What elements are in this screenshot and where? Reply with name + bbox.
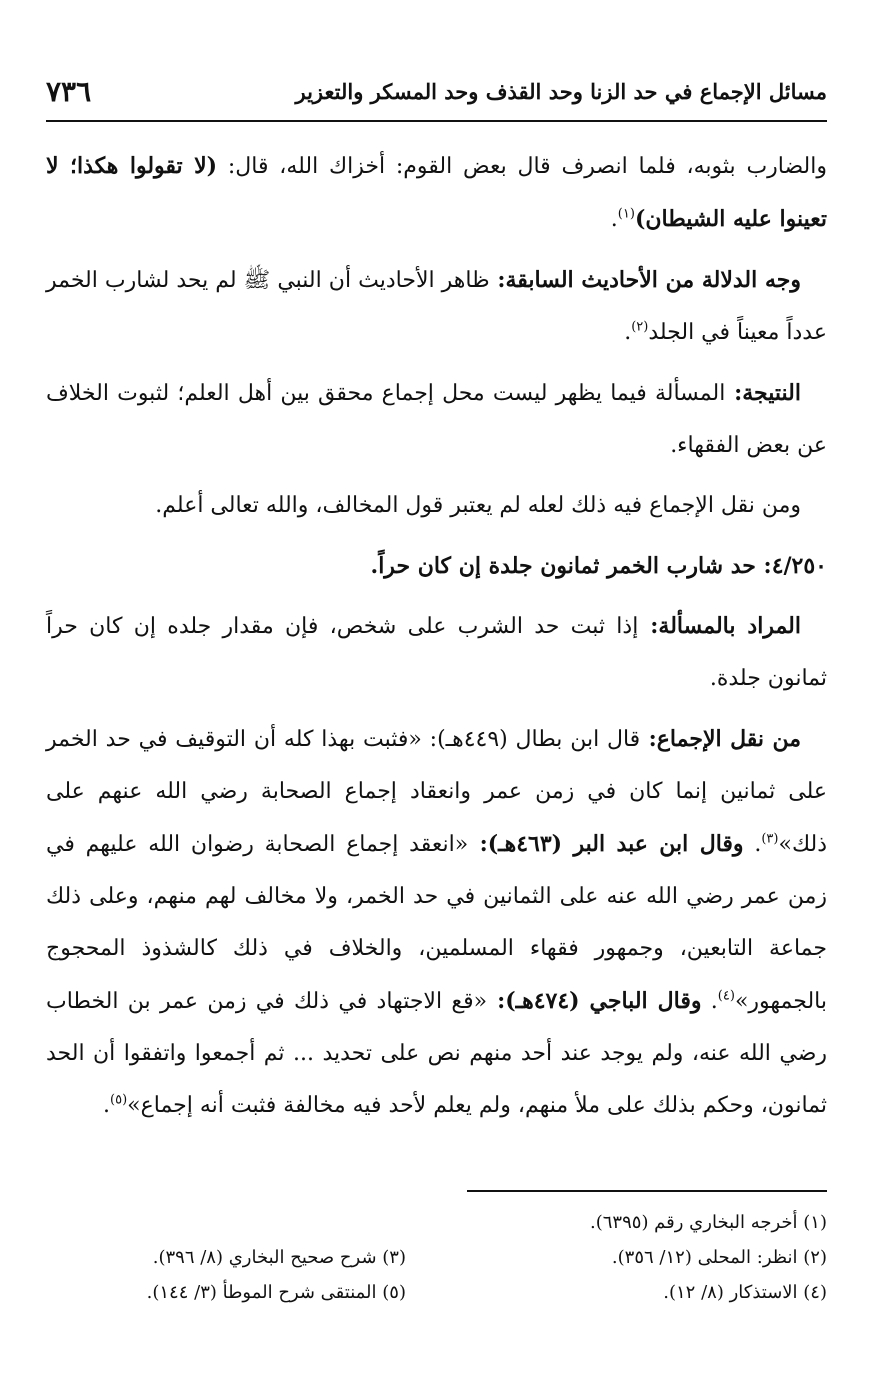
- paragraph-meaning: [46, 600, 827, 705]
- footnote-1: (١) أخرجه البخاري رقم (٦٣٩٥).: [590, 1212, 827, 1233]
- footnote-5: (٥) المنتقى شرح الموطأ (٣/ ١٤٤).: [146, 1282, 406, 1303]
- text-run: قال ابن بطال (٤٤٩هـ): «فثبت بهذا كله أن التوقيف في حد الخمر على ثمانين إنما كان في زمن عمر وانعقاد إجماع الصحابة رضي الله عنهم على ذلك»: [46, 727, 827, 857]
- paragraph-hadith-end: [46, 140, 827, 246]
- footnote-ref-4: (٤): [717, 988, 735, 1004]
- footnote-ref-1: (١): [617, 206, 635, 222]
- footnote-row: [46, 1240, 827, 1275]
- text-run: «قع الاجتهاد في ذلك في زمن عمر بن الخطاب رضي الله عنه، ولم يوجد عند أحد منهم نص على تحديد ... ثم أجمعوا واتفقوا أن الحد ثمانون، وحكم بذلك على ملأ منهم، ولم يعلم لأحد فيه مخالفة فثبت أنه إجماع»: [46, 989, 827, 1118]
- footnote-row: [46, 1205, 827, 1240]
- footnote-spacer: [46, 1205, 406, 1240]
- footnote-2: (٢) انظر: المحلى (١٢/ ٣٥٦).: [611, 1247, 827, 1268]
- footnote-rule: [467, 1190, 827, 1192]
- text-run: .: [701, 989, 718, 1014]
- running-title: مسائل الإجماع في حد الزنا وحد القذف وحد المسكر والتعزير: [295, 79, 827, 104]
- citation-label: وقال ابن عبد البر (٤٦٣هـ):: [468, 831, 744, 857]
- footnote-row: [46, 1275, 827, 1310]
- page-header: [46, 68, 827, 112]
- text-run: والضارب بثوبه، فلما انصرف قال بعض القوم: أخزاك الله، قال:: [217, 154, 828, 179]
- section-label: من نقل الإجماع:: [640, 726, 801, 752]
- page-number: ٧٣٦: [46, 75, 92, 108]
- body-text: [46, 140, 827, 1140]
- header-rule: [46, 120, 827, 122]
- text-run: .: [743, 832, 762, 857]
- footnote-4: (٤) الاستذكار (٨/ ١٢).: [663, 1282, 827, 1303]
- section-label: المراد بالمسألة:: [638, 613, 801, 639]
- section-label: النتيجة:: [725, 380, 801, 406]
- text-run: .: [103, 1093, 111, 1118]
- footnotes: [46, 1205, 827, 1310]
- text-run: .: [624, 320, 632, 345]
- footnote-3: (٣) شرح صحيح البخاري (٨/ ٣٩٦).: [152, 1247, 406, 1268]
- text-run: «انعقد إجماع الصحابة رضوان الله عليهم في زمن عمر رضي الله عنه على الثمانين في حد الخمر، ولا مخالف لهم منهم، وعلى ذلك جماعة التابعين، وجمهور فقهاء المسلمين، والخلاف في ذلك كالشذوذ المحجوج بالجمهور»: [46, 832, 827, 1014]
- hadith-quote: (لا تقولوا هكذا؛ لا تعينوا عليه الشيطان): [46, 153, 827, 232]
- citation-label: وقال الباجي (٤٧٤هـ):: [487, 988, 702, 1014]
- issue-heading: ٤/٢٥٠: حد شارب الخمر ثمانون جلدة إن كان حراً.: [370, 553, 827, 579]
- paragraph-consensus: [46, 713, 827, 1132]
- text-run: المسألة فيما يظهر ليست محل إجماع محقق بين أهل العلم؛ لثبوت الخلاف عن بعض الفقهاء.: [46, 381, 827, 458]
- text-run: إذا ثبت حد الشرب على شخص، فإن مقدار جلده إن كان حراً ثمانون جلدة.: [46, 614, 827, 691]
- section-label: وجه الدلالة من الأحاديث السابقة:: [489, 267, 801, 293]
- text-run: ظاهر الأحاديث أن النبي ﷺ لم يحد لشارب الخمر عدداً معيناً في الجلد: [46, 268, 827, 345]
- paragraph-result: [46, 367, 827, 472]
- paragraph-evidence: [46, 254, 827, 359]
- paragraph-conclusion: ومن نقل الإجماع فيه ذلك لعله لم يعتبر قول المخالف، والله تعالى أعلم.: [155, 493, 801, 518]
- footnote-ref-2: (٢): [631, 319, 649, 335]
- footnote-ref-5: (٥): [110, 1092, 128, 1108]
- text-run: .: [610, 207, 618, 232]
- footnote-ref-3: (٣): [761, 831, 779, 847]
